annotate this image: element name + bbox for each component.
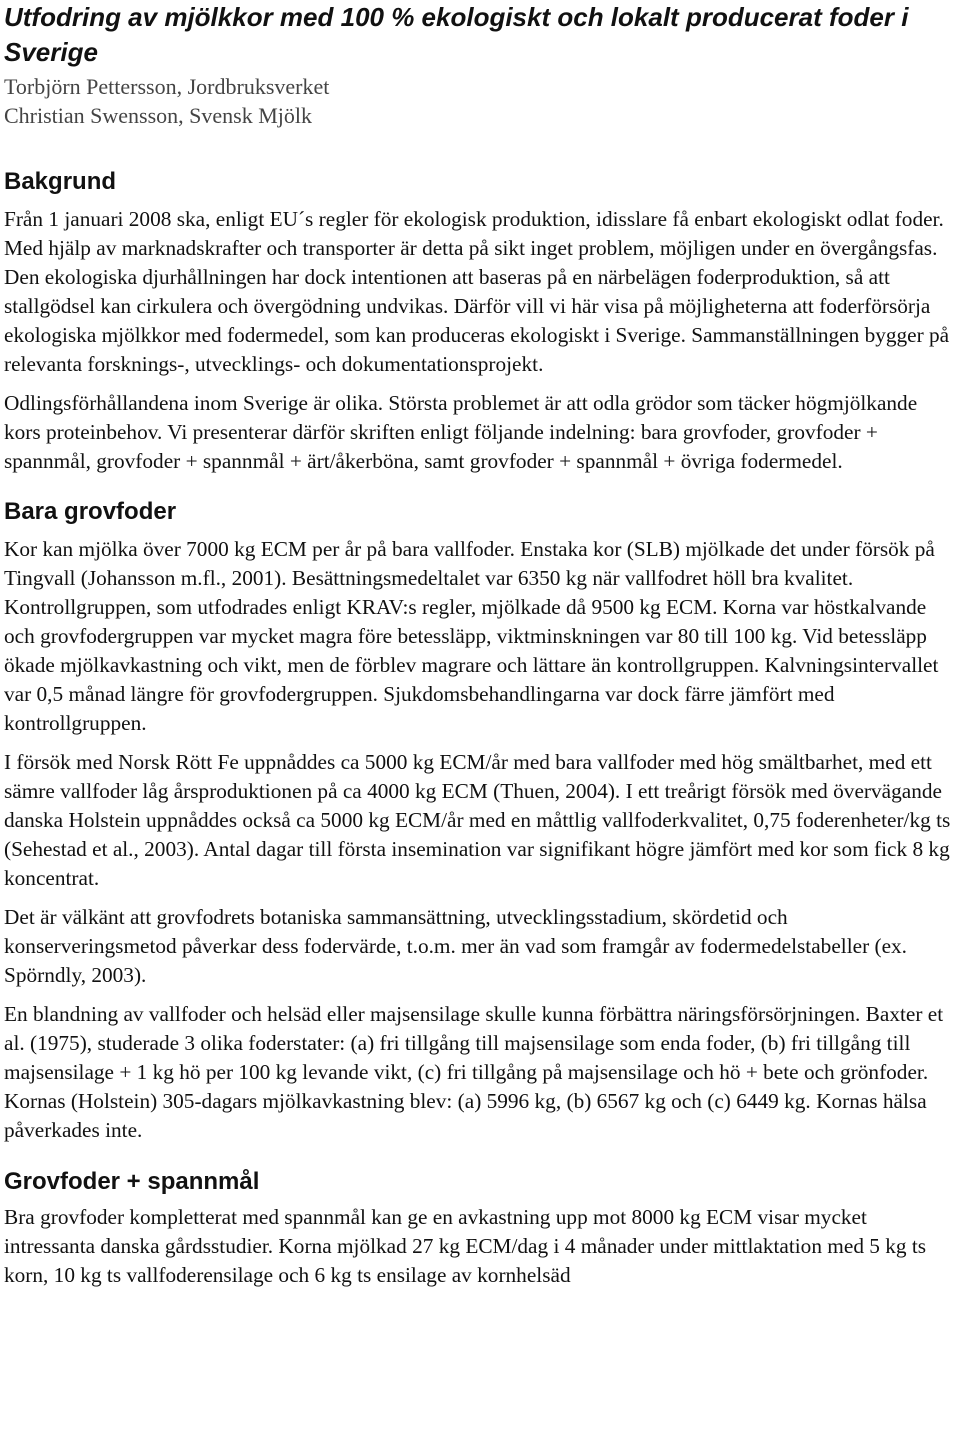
paragraph: I försök med Norsk Rött Fe uppnåddes ca 5000 kg ECM/år med bara vallfoder med hög smältbarhet, med ett sämre vallfoder låg årsproduktionen på ca 4000 kg ECM (Thuen, 2004). I ett treårigt försök med övervägande danska Holstein uppnåddes också ca 5000 kg ECM/år med en måttlig vallfoderkvalitet, 0,75 foderenheter/kg ts (Sehestad et al., 2003). Antal dagar till första insemination var signifikant högre jämfört med kor som fick 8 kg koncentrat. [4, 750, 951, 890]
paragraph: Från 1 januari 2008 ska, enligt EU´s regler för ekologisk produktion, idisslare få enbart ekologiskt odlat foder. Med hjälp av marknadskrafter och transporter är detta på sikt inget problem, möjligen under en övergångsfas. Den ekologiska djurhållningen har dock intentionen att baseras på en närbelägen foderproduktion, så att stallgödsel kan cirkulera och övergödning undvikas. Därför vill vi här visa på möjligheterna att foderförsörja ekologiska mjölkkor med fodermedel, som kan produceras ekologiskt i Sverige. Sammanställningen bygger på relevanta forsknings-, utvecklings- och dokumentationsprojekt. [4, 207, 950, 376]
paragraph: Odlingsförhållandena inom Sverige är olika. Största problemet är att odla grödor som täcker högmjölkande kors proteinbehov. Vi presenterar därför skriften enligt följande indelning: bara grovfoder, grovfoder + spannmål, grovfoder + spannmål + ärt/åkerböna, samt grovfoder + spannmål + övriga fodermedel. [4, 391, 918, 473]
section-heading-grovfoder-spannmal: Grovfoder + spannmål [4, 1168, 260, 1195]
author-line: Torbjörn Pettersson, Jordbruksverket [4, 74, 330, 99]
author-list [4, 72, 956, 130]
document-title: Utfodring av mjölkkor med 100 % ekologiskt och lokalt producerat foder i Sverige [4, 2, 909, 67]
section-heading-bakgrund: Bakgrund [4, 168, 117, 195]
section-heading-bara-grovfoder: Bara grovfoder [4, 498, 177, 525]
paragraph: Det är välkänt att grovfodrets botaniska sammansättning, utvecklingsstadium, skördetid och konserveringsmetod påverkar dess fodervärde, t.o.m. mer än vad som framgår av fodermedelstabeller (ex. Spörndly, 2003). [4, 905, 907, 987]
paragraph: En blandning av vallfoder och helsäd eller majsensilage skulle kunna förbättra näringsförsörjningen. Baxter et al. (1975), studerade 3 olika foderstater: (a) fri tillgång till majsensilage som enda foder, (b) fri tillgång till majsensilage + 1 kg hö per 100 kg levande vikt, (c) fri tillgång på majsensilage och hö + bete och grönfoder. Kornas (Holstein) 305-dagars mjölkavkastning blev: (a) 5996 kg, (b) 6567 kg och (c) 6449 kg. Kornas hälsa påverkades inte. [4, 1002, 944, 1142]
document-page [4, 0, 956, 1290]
author-line: Christian Swensson, Svensk Mjölk [4, 103, 313, 128]
paragraph: Kor kan mjölka över 7000 kg ECM per år på bara vallfoder. Enstaka kor (SLB) mjölkade det under försök på Tingvall (Johansson m.fl., 2001). Besättningsmedeltalet var 6350 kg när vallfodret höll bra kvalitet. Kontrollgruppen, som utfodrades enligt KRAV:s regler, mjölkade då 9500 kg ECM. Korna var höstkalvande och grovfodergruppen var mycket magra före betessläpp, viktminskningen var 80 till 100 kg. Vid betessläpp ökade mjölkavkastning och vikt, men de förblev magrare och lättare än kontrollgruppen. Kalvningsintervallet var 0,5 månad längre för grovfodergruppen. Sjukdomsbehandlingarna var dock färre jämfört med kontrollgruppen. [4, 537, 939, 735]
paragraph: Bra grovfoder kompletterat med spannmål kan ge en avkastning upp mot 8000 kg ECM visar mycket intressanta danska gårdsstudier. Korna mjölkad 27 kg ECM/dag i 4 månader under mittlaktation med 5 kg ts korn, 10 kg ts vallfoderensilage och 6 kg ts ensilage av kornhelsäd [4, 1205, 927, 1287]
